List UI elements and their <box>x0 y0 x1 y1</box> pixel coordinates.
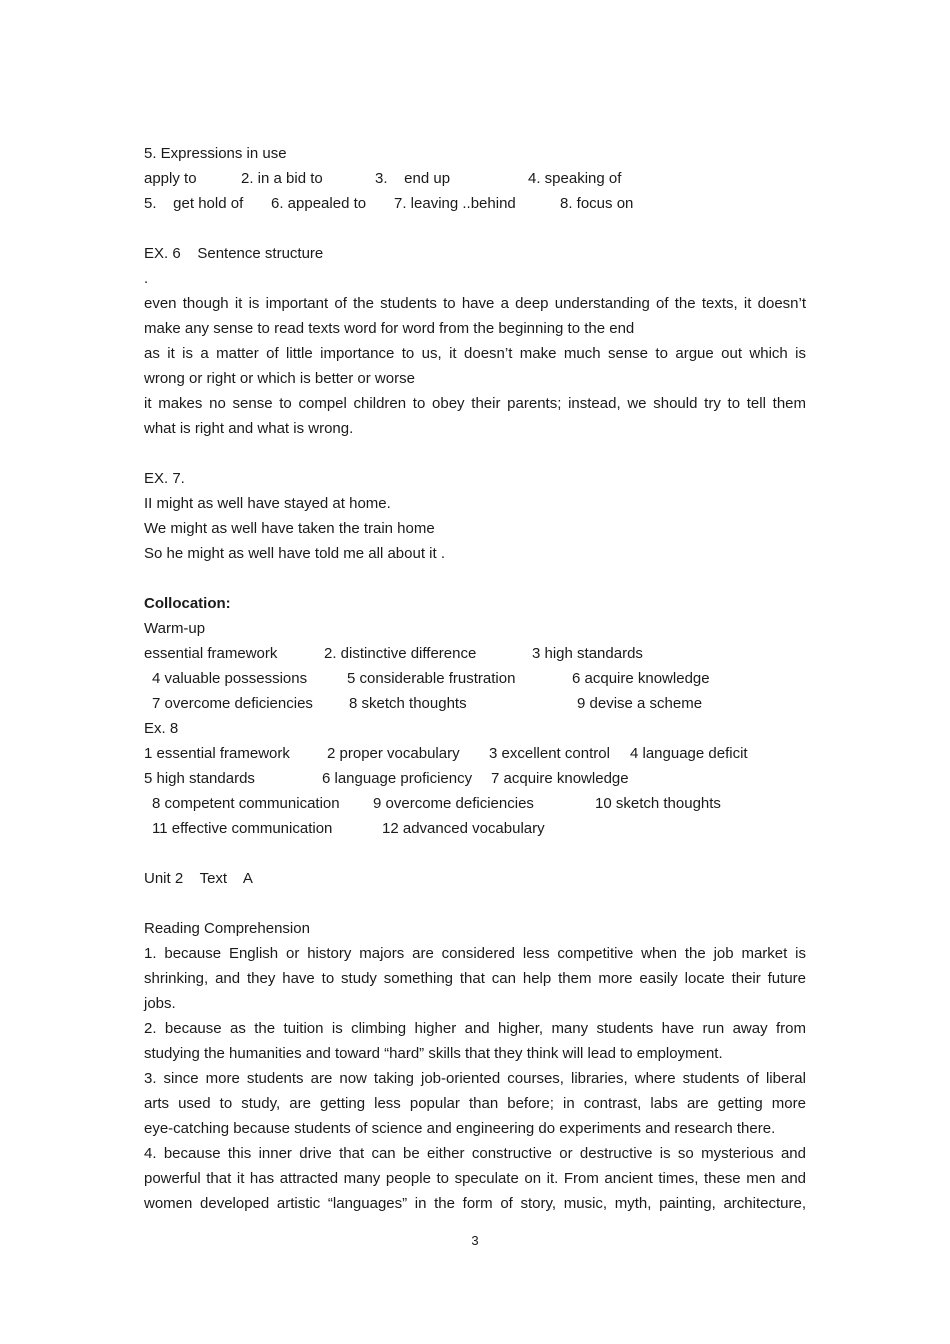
answer: 7 overcome deficiencies <box>152 695 313 712</box>
document-body <box>144 141 806 1216</box>
answer: 3 high standards <box>532 645 643 662</box>
answer: 4. speaking of <box>528 170 622 187</box>
unit-heading: Unit 2 Text A <box>144 870 253 887</box>
answer: 5. get hold of <box>144 195 244 212</box>
answer: 6 acquire knowledge <box>572 670 710 687</box>
ex8-label: Ex. 8 <box>144 720 179 737</box>
answer-line: eye-catching because students of science and engineering do experiments and research there. <box>144 1120 776 1137</box>
ex8-row <box>144 766 806 791</box>
answer: 1 essential framework <box>144 745 290 762</box>
ex6-line: as it is a matter of little importance to us, it doesn’t make much sense to argue out which is <box>144 345 806 362</box>
answer: 9 devise a scheme <box>577 695 703 712</box>
answer: 3 excellent control <box>489 745 610 762</box>
warmup-row <box>144 641 806 666</box>
answer: 5 considerable frustration <box>347 670 516 687</box>
answer: 6 language proficiency <box>322 770 473 787</box>
collocation-heading: Collocation: <box>144 595 231 612</box>
answer-line: arts used to study, are getting less popular than before; in contrast, labs are getting more <box>144 1095 806 1112</box>
ex6-line: wrong or right or which is better or worse <box>144 370 415 387</box>
ex6-line: it makes no sense to compel children to obey their parents; instead, we should try to tell them <box>144 395 806 412</box>
ex7-heading: EX. 7. <box>144 470 185 487</box>
answer-line: studying the humanities and toward “hard” skills that they think will lead to employment. <box>144 1045 723 1062</box>
answer: 2 proper vocabulary <box>327 745 460 762</box>
answer-line: 1. because English or history majors are considered less competitive when the job market is <box>144 945 806 962</box>
ex6-dot: . <box>144 270 149 287</box>
warmup-row <box>144 666 806 691</box>
answer: 7 acquire knowledge <box>491 770 629 787</box>
answer-line: 2. because as the tuition is climbing higher and higher, many students have run away from <box>144 1020 806 1037</box>
answer: 8. focus on <box>560 195 634 212</box>
answer: 7. leaving ..behind <box>394 195 516 212</box>
reading-comprehension-heading: Reading Comprehension <box>144 920 310 937</box>
answer: 6. appealed to <box>271 195 367 212</box>
answer-line: 3. since more students are now taking job-oriented courses, libraries, where students of liberal <box>144 1070 806 1087</box>
answer: 2. distinctive difference <box>324 645 477 662</box>
ex6-line: even though it is important of the students to have a deep understanding of the texts, it doesn’t <box>144 295 806 312</box>
answer-line: jobs. <box>144 995 176 1012</box>
answer: 8 sketch thoughts <box>349 695 467 712</box>
answer: 11 effective communication <box>152 820 333 837</box>
answer: essential framework <box>144 645 278 662</box>
ex6-heading: EX. 6 Sentence structure <box>144 245 324 262</box>
answer: 4 valuable possessions <box>152 670 308 687</box>
page-number: 3 <box>471 1233 479 1248</box>
ex6-line: what is right and what is wrong. <box>144 420 354 437</box>
ex6-line: make any sense to read texts word for word from the beginning to the end <box>144 320 635 337</box>
warmup-label: Warm-up <box>144 620 206 637</box>
answer: 9 overcome deficiencies <box>373 795 534 812</box>
answer-line: women developed artistic “languages” in the form of story, music, myth, painting, architecture, <box>144 1195 806 1212</box>
answer: 10 sketch thoughts <box>595 795 721 812</box>
answer: 3. end up <box>375 170 451 187</box>
answer-line: powerful that it has attracted many people to speculate on it. From ancient times, these men and <box>144 1170 806 1187</box>
warmup-row <box>144 691 806 716</box>
ex8-row <box>144 816 806 841</box>
answer: 4 language deficit <box>630 745 748 762</box>
answer-line: 4. because this inner drive that can be either constructive or destructive is so mysterious and <box>144 1145 806 1162</box>
answer: 2. in a bid to <box>241 170 323 187</box>
answer: apply to <box>144 170 197 187</box>
answer: 12 advanced vocabulary <box>382 820 545 837</box>
answer-line: shrinking, and they have to study something that can help them more easily locate their future <box>144 970 806 987</box>
expressions-heading: 5. Expressions in use <box>144 145 287 162</box>
ex7-line: So he might as well have told me all about it . <box>144 545 445 562</box>
answer: 5 high standards <box>144 770 255 787</box>
expressions-row <box>144 191 806 216</box>
expressions-row <box>144 166 806 191</box>
ex8-row <box>144 741 806 766</box>
answer: 8 competent communication <box>152 795 340 812</box>
ex7-line: We might as well have taken the train home <box>144 520 435 537</box>
ex7-line: II might as well have stayed at home. <box>144 495 391 512</box>
ex8-row <box>144 791 806 816</box>
